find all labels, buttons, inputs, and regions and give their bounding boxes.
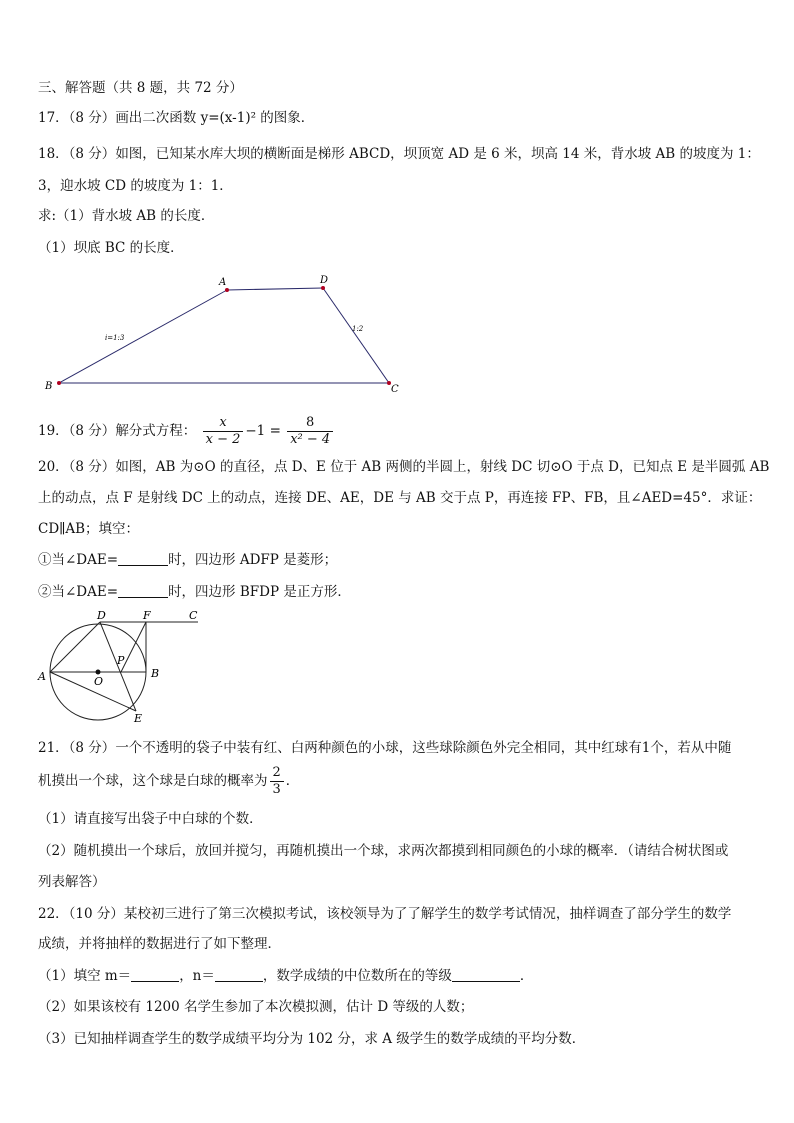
question-20-line-2: 上的动点，点 F 是射线 DC 上的动点，连接 DE、AE，DE 与 AB 交于点 P，再连接 FP、FB，且∠AED=45°．求证： bbox=[38, 490, 762, 506]
question-18-sub-2: （1）坝底 BC 的长度． bbox=[38, 240, 184, 256]
fill-1-prefix: ①当∠DAE= bbox=[38, 552, 119, 568]
probability-denominator: 3 bbox=[272, 782, 281, 797]
question-text: 一个不透明的袋子中装有红、白两种颜色的小球，这些球除颜色外完全相同，其中红球有1个，若从中随 bbox=[115, 740, 732, 756]
question-21-line-2 bbox=[38, 762, 299, 800]
label-e: E bbox=[134, 712, 143, 725]
probability-numerator: 2 bbox=[270, 765, 284, 782]
fraction-2-numerator: 8 bbox=[287, 415, 333, 432]
center-point bbox=[96, 670, 101, 675]
question-text: 画出二次函数 y=(x-1)² 的图象． bbox=[115, 110, 315, 126]
line-2-prefix: 机摸出一个球，这个球是白球的概率为 bbox=[38, 773, 268, 789]
label-d: D bbox=[97, 609, 106, 622]
question-18-line-2: 3，迎水坡 CD 的坡度为 1：1． bbox=[38, 178, 233, 194]
line-2-suffix: ． bbox=[285, 773, 300, 789]
sub-1-part-b: ，n＝ bbox=[179, 968, 215, 984]
question-number: 18．（8 分） bbox=[38, 146, 116, 162]
fill-1-suffix: 时，四边形 ADFP 是菱形； bbox=[168, 552, 338, 568]
label-a: A bbox=[38, 670, 46, 683]
sub-1-part-d: ． bbox=[519, 968, 534, 984]
n-blank[interactable] bbox=[215, 967, 263, 982]
sub-1-part-a: （1）填空 m＝ bbox=[38, 968, 132, 984]
fraction-1-denominator: x − 2 bbox=[205, 432, 241, 447]
probability-fraction bbox=[270, 765, 284, 798]
question-18-sub-1: 求:（1）背水坡 AB 的长度． bbox=[38, 208, 215, 224]
label-f: F bbox=[143, 609, 151, 622]
label-d: D bbox=[320, 275, 329, 286]
label-b: B bbox=[151, 667, 160, 680]
question-text: 解分式方程： bbox=[115, 423, 197, 439]
question-text: 如图，AB 为⊙O 的直径，点 D、E 位于 AB 两侧的半圆上，射线 DC 切⊙O 于点 D，已知点 E 是半圆弧 AB bbox=[115, 459, 770, 475]
question-22-line-1 bbox=[38, 905, 731, 923]
fraction-1-numerator: x bbox=[203, 415, 244, 432]
question-21-line-1 bbox=[38, 739, 731, 757]
label-p: P bbox=[117, 654, 125, 667]
label-c: C bbox=[189, 609, 198, 622]
question-20-line-3: CD∥AB；填空： bbox=[38, 521, 140, 537]
label-o: O bbox=[94, 675, 104, 688]
segment-fp bbox=[121, 622, 146, 672]
question-21-sub-2-line-1: （2）随机摸出一个球后，放回并搅匀，再随机摸出一个球，求两次都摸到相同颜色的小球的概率．（请结合树状图或 bbox=[38, 843, 729, 859]
question-number: 21．（8 分） bbox=[38, 740, 116, 756]
question-21-sub-2-line-2: 列表解答） bbox=[38, 874, 106, 890]
question-22-sub-1 bbox=[38, 967, 533, 985]
label-c: C bbox=[391, 384, 399, 395]
fill-2-prefix: ②当∠DAE= bbox=[38, 584, 119, 600]
m-blank[interactable] bbox=[131, 967, 179, 982]
slope-ab-label: i=1:3 bbox=[105, 334, 125, 342]
question-text: 某校初三进行了第三次模拟考试，该校领导为了了解学生的数学考试情况，抽样调查了部分学生的数学 bbox=[123, 906, 732, 922]
fraction-2-denominator: x² − 4 bbox=[290, 432, 331, 447]
question-22-sub-2: （2）如果该校有 1200 名学生参加了本次模拟测，估计 D 等级的人数； bbox=[38, 999, 474, 1015]
minus-one: −1 = bbox=[245, 423, 281, 439]
question-number: 20．（8 分） bbox=[38, 459, 116, 475]
median-grade-blank[interactable] bbox=[452, 967, 520, 982]
question-22-line-2: 成绩，并将抽样的数据进行了如下整理． bbox=[38, 936, 281, 952]
question-number: 17．（8 分） bbox=[38, 110, 116, 126]
section-heading: 三、解答题（共 8 题，共 72 分） bbox=[38, 80, 243, 96]
label-b: B bbox=[45, 381, 53, 392]
slope-cd-label: 1:2 bbox=[352, 325, 364, 333]
fill-2-suffix: 时，四边形 BFDP 是正方形． bbox=[168, 584, 351, 600]
question-22-sub-3: （3）已知抽样调查学生的数学成绩平均分为 102 分，求 A 级学生的数学成绩的平均分数． bbox=[38, 1031, 586, 1047]
label-a: A bbox=[219, 277, 227, 288]
question-number: 19．（8 分） bbox=[38, 423, 116, 439]
question-number: 22．（10 分） bbox=[38, 906, 124, 922]
sub-1-part-c: ，数学成绩的中位数所在的等级 bbox=[262, 968, 452, 984]
question-21-sub-1: （1）请直接写出袋子中白球的个数． bbox=[38, 811, 263, 827]
question-text: 如图，已知某水库大坝的横断面是梯形 ABCD，坝顶宽 AD 是 6 米，坝高 14 米，背水坡 AB 的坡度为 1： bbox=[115, 146, 760, 162]
